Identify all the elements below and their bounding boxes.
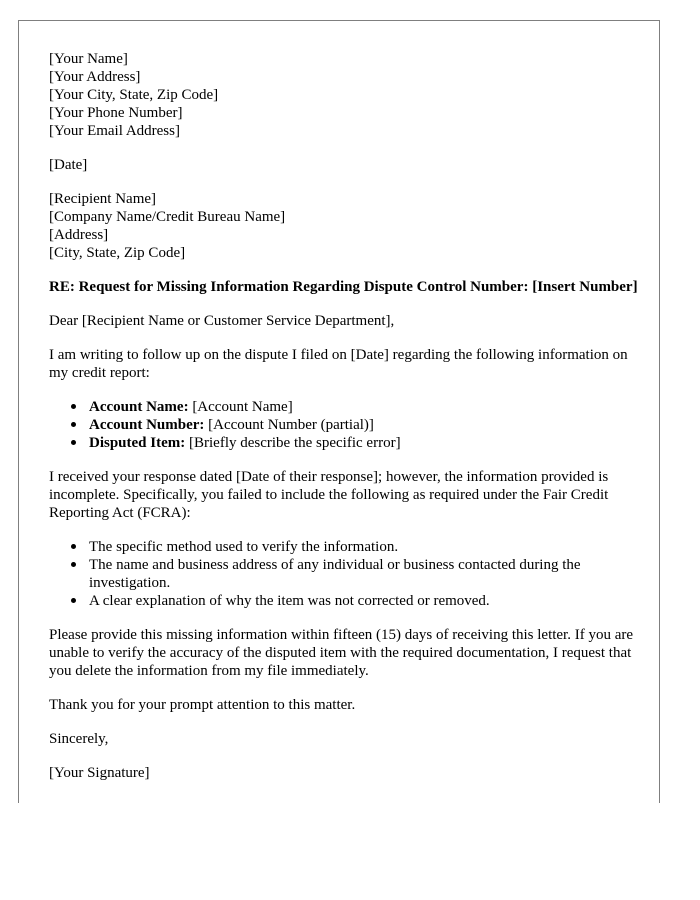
sender-name: [Your Name] bbox=[49, 51, 128, 67]
required-item-text: A clear explanation of why the item was not corrected or removed. bbox=[89, 593, 490, 609]
account-number-value: [Account Number (partial)] bbox=[204, 417, 374, 433]
recipient-company: [Company Name/Credit Bureau Name] bbox=[49, 209, 286, 225]
account-number-label: Account Number: bbox=[89, 417, 205, 433]
list-item bbox=[89, 538, 639, 556]
disputed-item-label: Disputed Item: bbox=[89, 435, 186, 451]
intro-paragraph: I am writing to follow up on the dispute I filed on [Date] regarding the following information on my credit report: bbox=[49, 347, 628, 381]
recipient-address: [Address] bbox=[49, 227, 109, 243]
sender-address: [Your Address] bbox=[49, 69, 141, 85]
list-item bbox=[89, 398, 639, 416]
subject-line: RE: Request for Missing Information Regarding Dispute Control Number: [Insert Number] bbox=[49, 279, 638, 295]
recipient-name: [Recipient Name] bbox=[49, 191, 157, 207]
list-item bbox=[89, 434, 639, 452]
account-name-label: Account Name: bbox=[89, 399, 189, 415]
sender-phone: [Your Phone Number] bbox=[49, 105, 183, 121]
request-paragraph: Please provide this missing information within fifteen (15) days of receiving this letter. If you are unable to verify the accuracy of the disputed item with the required documentation, I request that you delete the information from my file immediately. bbox=[49, 627, 634, 679]
sender-address-block bbox=[49, 50, 639, 140]
thanks-paragraph: Thank you for your prompt attention to this matter. bbox=[49, 697, 356, 713]
response-paragraph: I received your response dated [Date of their response]; however, the information provided is incomplete. Specifically, you failed to include the following as required under the Fair Credit Reporting Act (FCRA): bbox=[49, 469, 609, 521]
list-item bbox=[89, 416, 639, 434]
letter-date: [Date] bbox=[49, 157, 88, 173]
sender-city-state-zip: [Your City, State, Zip Code] bbox=[49, 87, 219, 103]
required-item-text: The specific method used to verify the information. bbox=[89, 539, 399, 555]
account-name-value: [Account Name] bbox=[188, 399, 293, 415]
disputed-item-value: [Briefly describe the specific error] bbox=[185, 435, 401, 451]
letter-page bbox=[18, 20, 660, 803]
required-info-list bbox=[49, 538, 639, 610]
salutation: Dear [Recipient Name or Customer Service Department], bbox=[49, 313, 395, 329]
account-details-list bbox=[49, 398, 639, 452]
letter-body bbox=[49, 50, 639, 782]
sender-email: [Your Email Address] bbox=[49, 123, 180, 139]
recipient-city-state-zip: [City, State, Zip Code] bbox=[49, 245, 186, 261]
closing: Sincerely, bbox=[49, 731, 109, 747]
list-item bbox=[89, 592, 639, 610]
required-item-text: The name and business address of any individual or business contacted during the investigation. bbox=[89, 557, 581, 591]
list-item bbox=[89, 556, 639, 592]
signature: [Your Signature] bbox=[49, 765, 150, 781]
recipient-address-block bbox=[49, 190, 639, 262]
